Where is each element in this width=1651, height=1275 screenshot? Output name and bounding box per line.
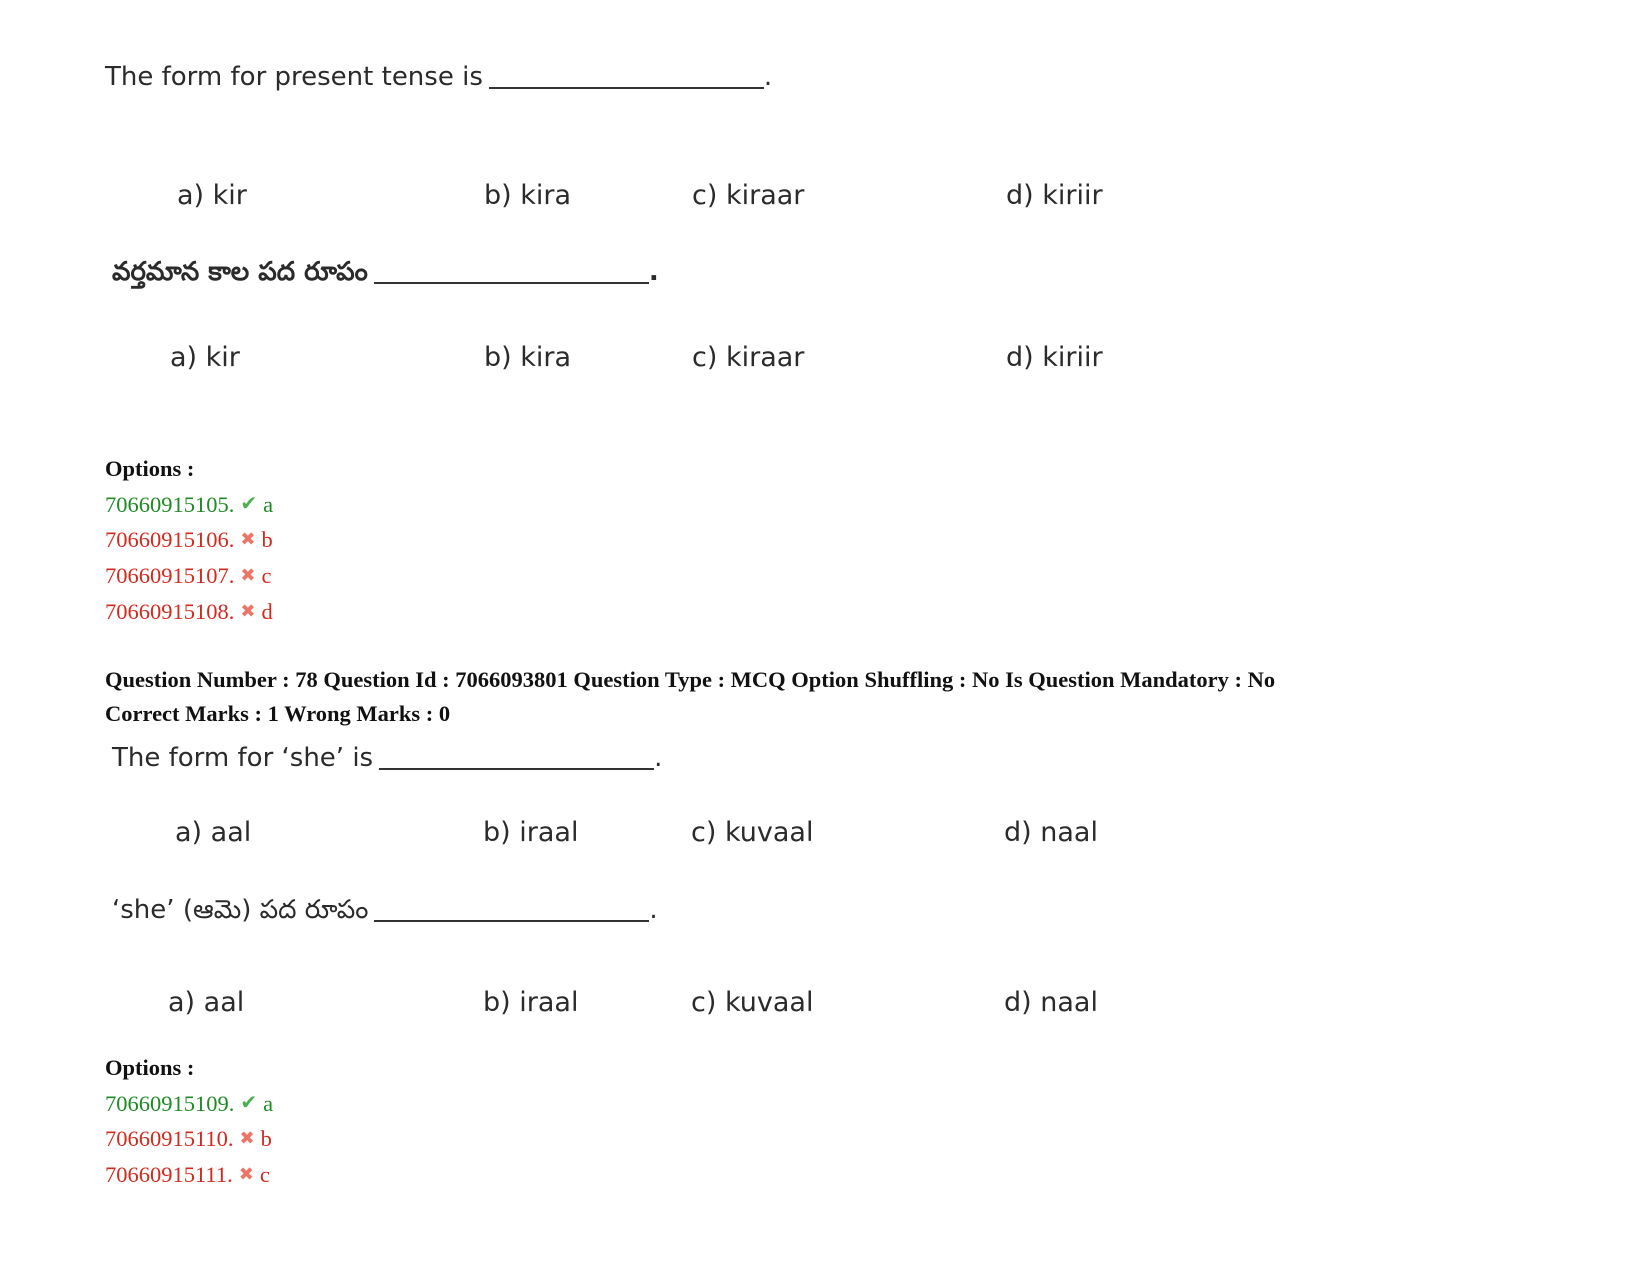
cross-icon: ✖ [240,565,256,585]
option-d: d) naal [1004,817,1098,848]
option-c: c) kiraar [692,342,805,373]
choice-id: 70660915108. [105,599,235,624]
option-a: a) aal [168,987,245,1018]
option-b: b) iraal [483,817,579,848]
cross-icon: ✖ [240,601,256,621]
choice-letter: b [261,527,273,552]
choice-letter: b [260,1126,272,1151]
answer-blank [374,282,649,284]
choice-id: 70660915107. [105,563,235,588]
options-heading: Options : [105,456,195,481]
choice-row [105,491,273,518]
question-prompt-english: The form for ‘she’ is . [112,743,663,773]
choice-letter: a [263,492,274,517]
choice-letter: a [263,1091,274,1116]
question-prompt-english: The form for present tense is . [105,62,773,92]
answer-blank [489,87,764,89]
options-heading: Options : [105,1055,195,1080]
option-d: d) kiriir [1006,180,1103,211]
marks-meta-line: Correct Marks : 1 Wrong Marks : 0 [105,701,451,726]
option-d: d) kiriir [1006,342,1103,373]
choice-id: 70660915109. [105,1091,235,1116]
choice-letter: c [259,1162,270,1187]
option-c: c) kuvaal [691,817,814,848]
answer-blank [374,920,649,922]
prompt-text: The form for present tense is [105,62,483,92]
answer-blank [379,768,654,770]
option-c: c) kuvaal [691,987,814,1018]
choice-row [105,1126,272,1152]
cross-icon: ✖ [238,1164,254,1184]
choice-letter: c [261,563,272,588]
question-prompt-telugu: వర్తమాన కాల పద రూపం . [112,257,659,287]
question-prompt-telugu: ‘she’ (ఆమె) పద రూపం . [112,895,658,925]
option-a: a) kir [177,180,247,211]
choice-row [105,563,271,589]
option-d: d) naal [1004,987,1098,1018]
choice-id: 70660915111. [105,1162,233,1187]
prompt-text: The form for ‘she’ is [112,743,374,773]
option-b: b) kira [484,180,572,211]
choice-id: 70660915106. [105,527,235,552]
choice-letter: d [261,599,273,624]
choice-row [105,1162,270,1188]
choice-id: 70660915105. [105,492,235,517]
choice-row [105,599,273,625]
option-a: a) aal [175,817,252,848]
option-a: a) kir [170,342,240,373]
option-b: b) iraal [483,987,579,1018]
prompt-text: వర్తమాన కాల పద రూపం [112,257,368,287]
option-b: b) kira [484,342,572,373]
option-c: c) kiraar [692,180,805,211]
choice-row [105,527,273,553]
check-icon: ✔ [240,493,258,515]
check-icon: ✔ [240,1092,258,1114]
prompt-text: ‘she’ (ఆమె) పద రూపం [112,895,369,925]
choice-row [105,1090,273,1117]
cross-icon: ✖ [239,1128,255,1148]
cross-icon: ✖ [240,529,256,549]
choice-id: 70660915110. [105,1126,234,1151]
question-meta-line: Question Number : 78 Question Id : 7066093801 Question Type : MCQ Option Shuffling : No Is Question Mandatory : No [105,667,1276,692]
